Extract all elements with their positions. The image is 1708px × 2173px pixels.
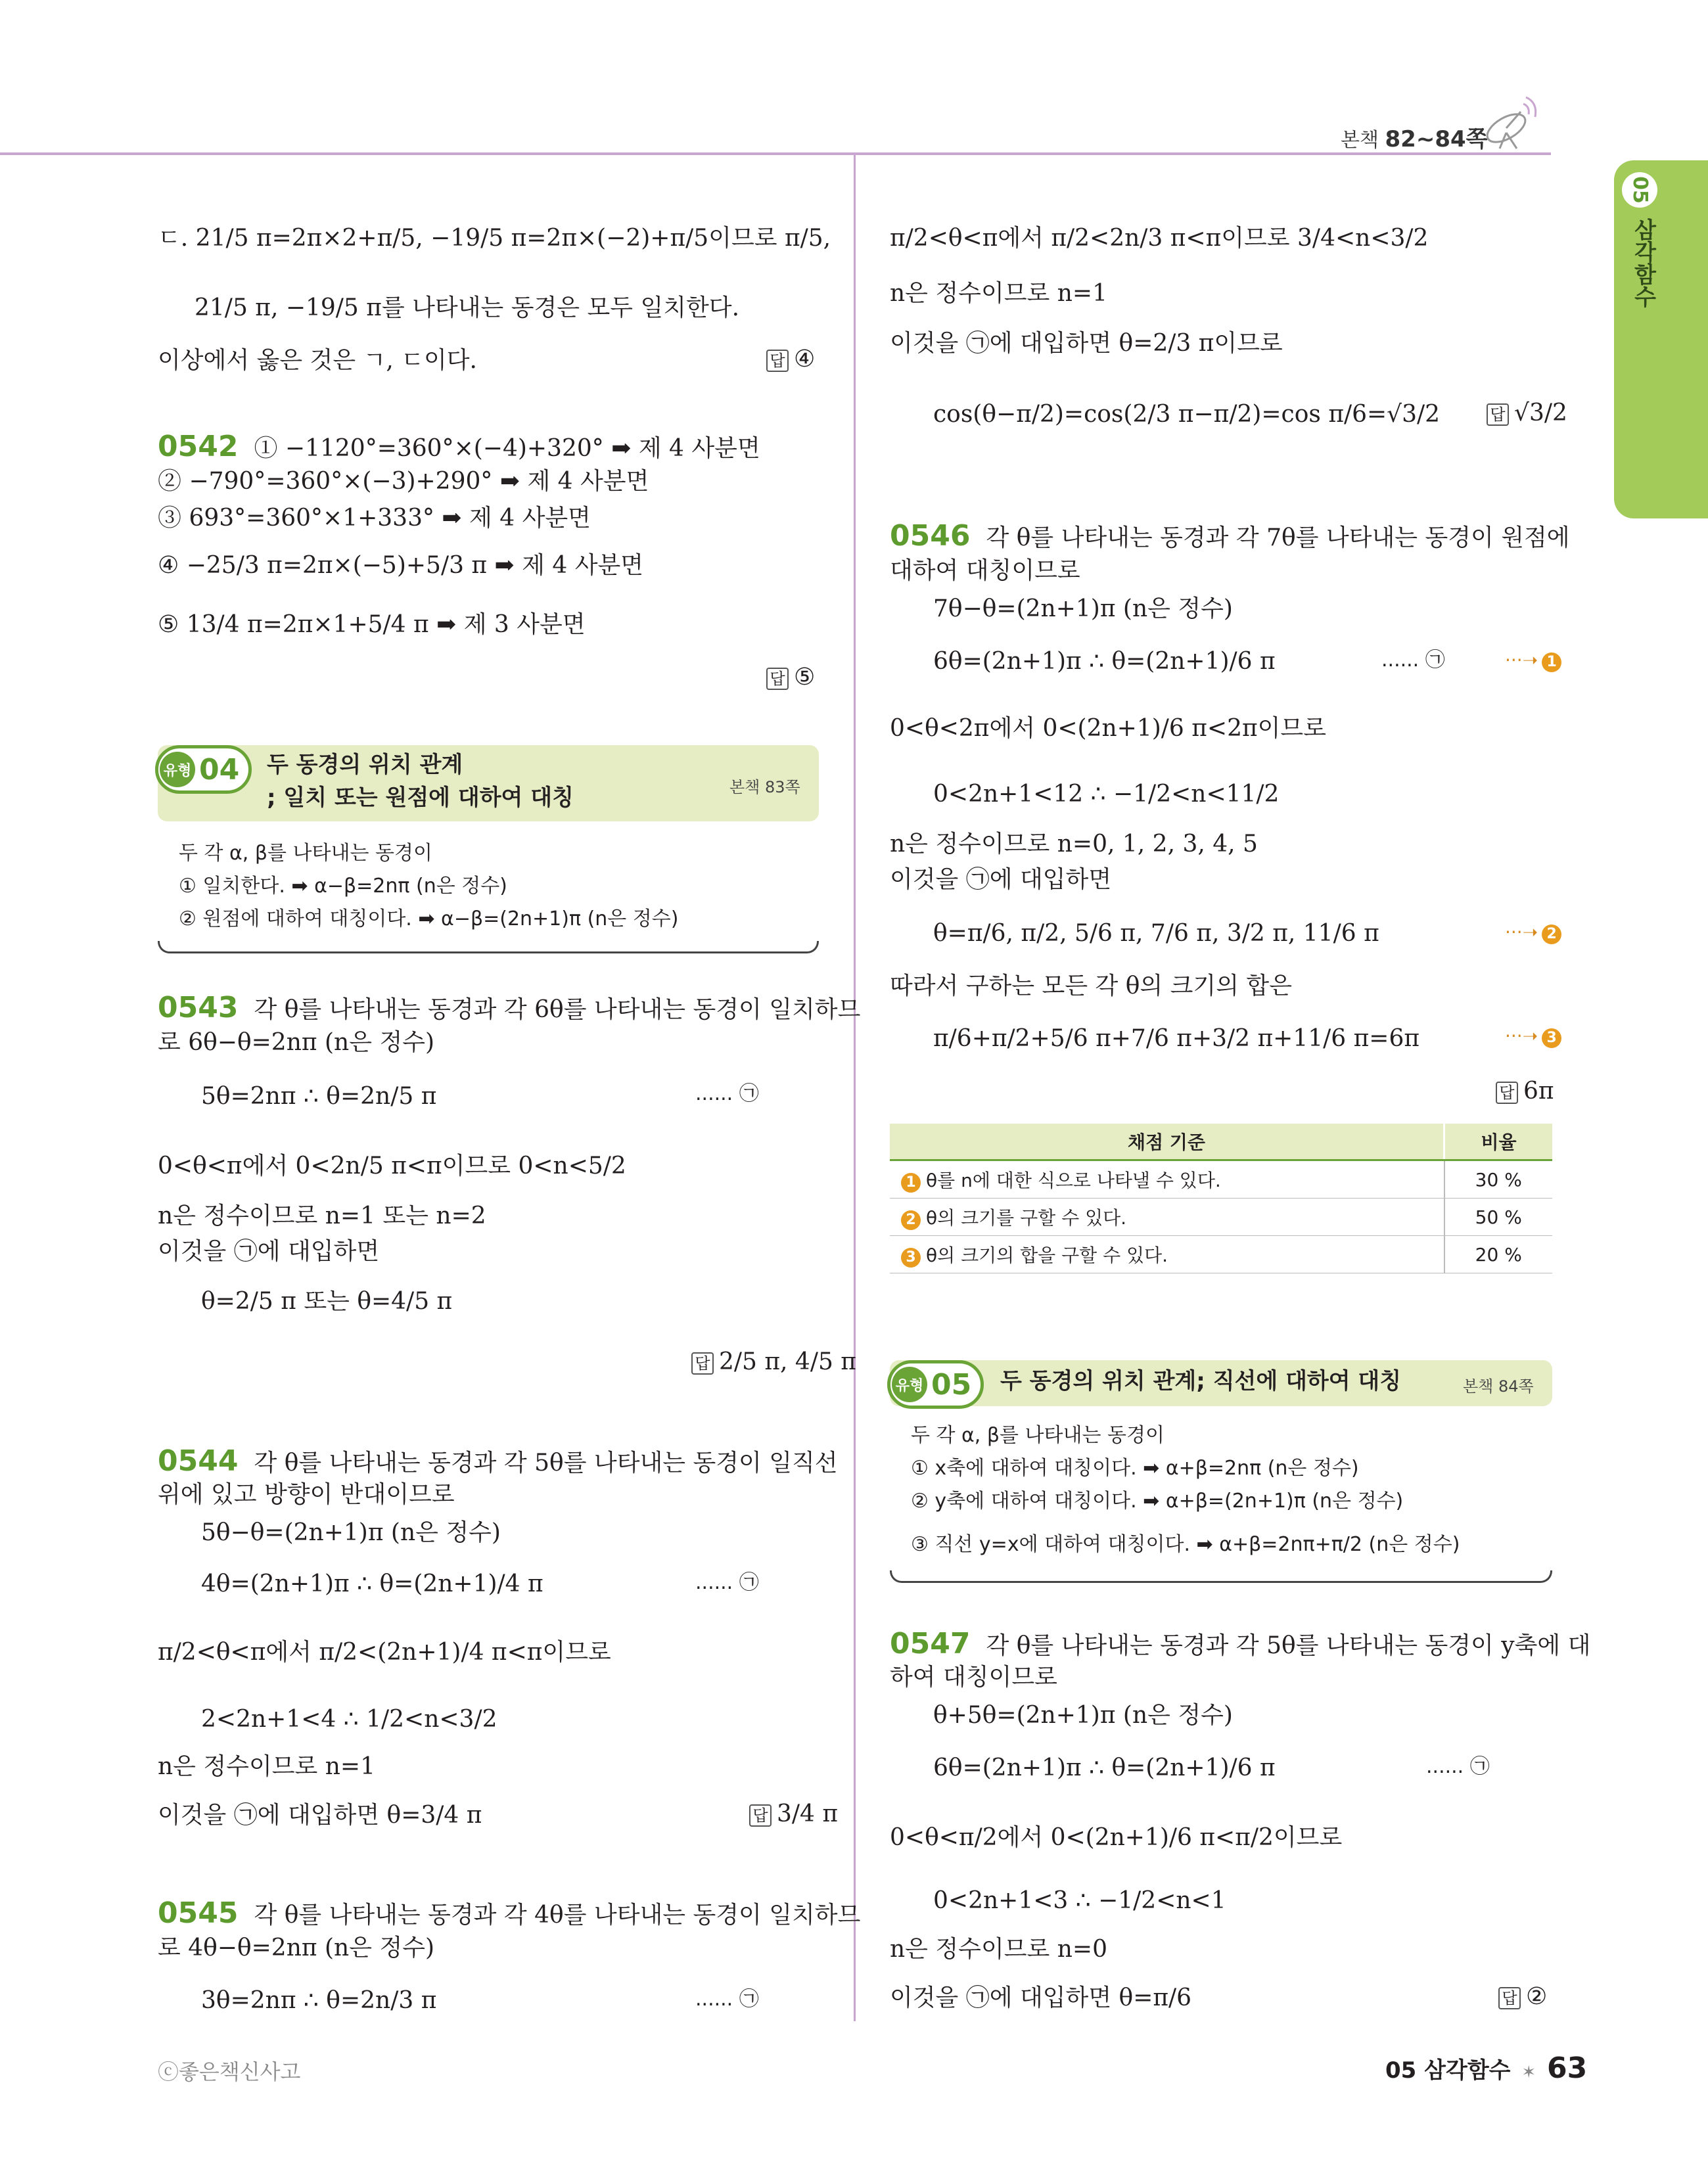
problem-number: 0546: [890, 519, 971, 553]
problem-0547-line-3: θ+5θ=(2n+1)π (n은 정수): [933, 1702, 1233, 1729]
marker-5: ...... ㉠: [1426, 1755, 1490, 1778]
problem-0544-line-7: n은 정수이므로 n=1: [158, 1753, 375, 1780]
problem-0546-line-10: 따라서 구하는 모든 각 θ의 크기의 합은: [890, 972, 1292, 999]
type05-body-4: ③ 직선 y=x에 대하여 대칭이다. ➡ α+β=2nπ+π/2 (n은 정수): [911, 1533, 1460, 1556]
scoring-header-row: [890, 1124, 1552, 1160]
type04-title-1: 두 동경의 위치 관계: [267, 752, 463, 778]
problem-0544-line-5: π/2<θ<π에서 π/2<(2n+1)/4 π<π이므로: [158, 1639, 611, 1666]
problem-number: 0545: [158, 1896, 239, 1930]
problem-0546-line-9: θ=π/6, π/2, 5/6 π, 7/6 π, 3/2 π, 11/6 π: [933, 920, 1379, 947]
type05-body-1: 두 각 α, β를 나타내는 동경이: [911, 1424, 1165, 1447]
problem-0546-line-11: π/6+π/2+5/6 π+7/6 π+3/2 π+11/6 π=6π: [933, 1025, 1420, 1052]
problem-0546-line-8: 이것을 ㉠에 대입하면: [890, 866, 1112, 893]
type04-badge: 유형 04: [155, 745, 252, 794]
marker-2: ...... ㉠: [695, 1571, 759, 1594]
copyright: ⓒ좋은책신사고: [158, 2059, 301, 2084]
answer-0543: 답 2/5 π, 4/5 π: [691, 1348, 856, 1375]
marker-3: ...... ㉠: [695, 1988, 759, 2011]
problem-0543-line-5: n은 정수이므로 n=1 또는 n=2: [158, 1202, 486, 1229]
problem-0544-line-8: 이것을 ㉠에 대입하면 θ=3/4 π: [158, 1802, 482, 1829]
satellite-dish-icon: [1480, 92, 1539, 154]
scoring-header-criteria: 채점 기준: [890, 1124, 1444, 1160]
problem-0544-line-3: 5θ−θ=(2n+1)π (n은 정수): [201, 1519, 501, 1546]
problem-0546-line-2: 대하여 대칭이므로: [890, 557, 1080, 584]
problem-0546-line-5: 0<θ<2π에서 0<(2n+1)/6 π<2π이므로: [890, 715, 1326, 742]
problem-0544-line-4: 4θ=(2n+1)π ∴ θ=(2n+1)/4 π: [201, 1570, 543, 1597]
answer-icon: 답: [1498, 1987, 1521, 2009]
footer-star: ✶: [1521, 2063, 1536, 2082]
problem-0546-line-1: 0546 각 θ를 나타내는 동경과 각 7θ를 나타내는 동경이 원점에: [890, 519, 1570, 553]
type05-badge: 유형 05: [887, 1360, 984, 1409]
problem-0544-line-1: 0544 각 θ를 나타내는 동경과 각 5θ를 나타내는 동경이 일직선: [158, 1444, 838, 1478]
step-2-marker: ···➝ 2: [1505, 921, 1561, 944]
problem-0544-line-6: 2<2n+1<4 ∴ 1/2<n<3/2: [201, 1706, 497, 1733]
c-line-1: ㄷ. 21/5 π=2π×2+π/5, −19/5 π=2π×(−2)+π/5이므로 π/5,: [158, 225, 831, 252]
type04-body-3: ② 원점에 대하여 대칭이다. ➡ α−β=(2n+1)π (n은 정수): [179, 907, 679, 930]
problem-0542-line-1: 0542 ① −1120°=360°×(−4)+320° ➡ 제 4 사분면: [158, 430, 760, 463]
r-c-line-3: 이것을 ㉠에 대입하면 θ=2/3 π이므로: [890, 330, 1283, 357]
answer-c: 답 ④: [766, 346, 815, 373]
footer-chapter: 05 삼각함수: [1385, 2057, 1511, 2084]
answer-0546: 답 6π: [1496, 1078, 1554, 1105]
page-reference: 본책 82~84쪽: [1341, 126, 1488, 152]
problem-0543-line-2: 로 6θ−θ=2nπ (n은 정수): [158, 1029, 435, 1056]
step-3-marker: ···➝ 3: [1505, 1025, 1561, 1048]
answer-icon: 답: [766, 668, 789, 690]
problem-0543-line-7: θ=2/5 π 또는 θ=4/5 π: [201, 1288, 453, 1315]
problem-0547-line-6: 0<2n+1<3 ∴ −1/2<n<1: [933, 1887, 1226, 1914]
type05-page-ref: 본책 84쪽: [1463, 1377, 1534, 1396]
problem-number: 0543: [158, 991, 239, 1024]
problem-0543-line-1: 0543 각 θ를 나타내는 동경과 각 6θ를 나타내는 동경이 일치하므: [158, 991, 861, 1024]
c-line-2: 21/5 π, −19/5 π를 나타내는 동경은 모두 일치한다.: [195, 294, 740, 321]
type04-bottom-rule: [158, 941, 819, 953]
problem-0545-line-1: 0545 각 θ를 나타내는 동경과 각 4θ를 나타내는 동경이 일치하므: [158, 1896, 861, 1930]
problem-0547-line-5: 0<θ<π/2에서 0<(2n+1)/6 π<π/2이므로: [890, 1824, 1343, 1851]
problem-0542-line-3: ③ 693°=360°×1+333° ➡ 제 4 사분면: [158, 505, 591, 532]
problem-0547-line-7: n은 정수이므로 n=0: [890, 1936, 1107, 1963]
footer-page-info: [1385, 2051, 1587, 2085]
answer-icon: 답: [766, 350, 789, 372]
answer-0542: 답 ⑤: [766, 664, 815, 691]
scoring-table: [890, 1124, 1552, 1273]
column-divider: [854, 155, 856, 2021]
problem-0547-line-2: 하여 대칭이므로: [890, 1664, 1057, 1691]
problem-0543-line-6: 이것을 ㉠에 대입하면: [158, 1238, 380, 1265]
marker-1: ...... ㉠: [695, 1082, 759, 1105]
scoring-header-ratio: 비율: [1444, 1124, 1553, 1160]
answer-c-right: 답 √3/2: [1487, 400, 1567, 426]
problem-0546-line-4: 6θ=(2n+1)π ∴ θ=(2n+1)/6 π: [933, 648, 1276, 675]
type05-body-3: ② y축에 대하여 대칭이다. ➡ α+β=(2n+1)π (n은 정수): [911, 1490, 1404, 1513]
problem-0542-line-2: ② −790°=360°×(−3)+290° ➡ 제 4 사분면: [158, 468, 649, 495]
problem-0542-line-4: ④ −25/3 π=2π×(−5)+5/3 π ➡ 제 4 사분면: [158, 552, 644, 579]
table-row: 2 θ의 크기를 구할 수 있다. 50 %: [890, 1199, 1552, 1236]
problem-0547-line-4: 6θ=(2n+1)π ∴ θ=(2n+1)/6 π: [933, 1754, 1276, 1781]
problem-0542-line-5: ⑤ 13/4 π=2π×1+5/4 π ➡ 제 3 사분면: [158, 611, 586, 638]
r-c-line-1: π/2<θ<π에서 π/2<2n/3 π<π이므로 3/4<n<3/2: [890, 225, 1429, 252]
answer-0544: 답 3/4 π: [749, 1800, 838, 1827]
problem-0543-line-3: 5θ=2nπ ∴ θ=2n/5 π: [201, 1083, 437, 1110]
side-tab-number: 05: [1622, 172, 1657, 208]
problem-0544-line-2: 위에 있고 방향이 반대이므로: [158, 1481, 455, 1508]
step-1-marker: ···➝ 1: [1505, 649, 1561, 672]
problem-number: 0544: [158, 1444, 239, 1478]
problem-0546-line-6: 0<2n+1<12 ∴ −1/2<n<11/2: [933, 781, 1280, 808]
problem-0546-line-7: n은 정수이므로 n=0, 1, 2, 3, 4, 5: [890, 831, 1258, 858]
header-rule: [0, 152, 854, 155]
type05-bottom-rule: [890, 1570, 1552, 1583]
c-line-3: 이상에서 옳은 것은 ㄱ, ㄷ이다.: [158, 347, 477, 374]
marker-4: ...... ㉠: [1381, 649, 1445, 672]
chapter-side-tab: [1614, 160, 1708, 518]
table-row: 1 θ를 n에 대한 식으로 나타낼 수 있다. 30 %: [890, 1160, 1552, 1199]
problem-number: 0542: [158, 430, 239, 463]
r-c-line-4: cos(θ−π/2)=cos(2/3 π−π/2)=cos π/6=√3/2: [933, 401, 1441, 428]
answer-icon: 답: [1496, 1082, 1518, 1104]
problem-0546-line-3: 7θ−θ=(2n+1)π (n은 정수): [933, 595, 1233, 622]
type04-body-1: 두 각 α, β를 나타내는 동경이: [179, 842, 432, 865]
problem-0545-line-3: 3θ=2nπ ∴ θ=2n/3 π: [201, 1987, 437, 2014]
answer-icon: 답: [691, 1352, 714, 1375]
answer-icon: 답: [749, 1804, 772, 1827]
answer-icon: 답: [1487, 403, 1509, 426]
r-c-line-2: n은 정수이므로 n=1: [890, 280, 1107, 307]
problem-number: 0547: [890, 1627, 971, 1660]
type04-body-2: ① 일치한다. ➡ α−β=2nπ (n은 정수): [179, 875, 507, 898]
problem-0543-line-4: 0<θ<π에서 0<2n/5 π<π이므로 0<n<5/2: [158, 1153, 626, 1179]
table-row: 3 θ의 크기의 합을 구할 수 있다. 20 %: [890, 1236, 1552, 1273]
type05-title: 두 동경의 위치 관계; 직선에 대하여 대칭: [1000, 1368, 1402, 1394]
type05-body-2: ① x축에 대하여 대칭이다. ➡ α+β=2nπ (n은 정수): [911, 1457, 1359, 1480]
problem-0547-line-8: 이것을 ㉠에 대입하면 θ=π/6: [890, 1984, 1192, 2011]
page-number: 63: [1546, 2051, 1588, 2085]
problem-0545-line-2: 로 4θ−θ=2nπ (n은 정수): [158, 1934, 435, 1961]
side-tab-title: 삼각함수: [1630, 218, 1656, 308]
answer-0547: 답 ②: [1498, 1983, 1547, 2010]
type04-page-ref: 본책 83쪽: [729, 778, 800, 796]
type04-title-2: ; 일치 또는 원점에 대하여 대칭: [267, 785, 574, 811]
problem-0547-line-1: 0547 각 θ를 나타내는 동경과 각 5θ를 나타내는 동경이 y축에 대: [890, 1627, 1591, 1660]
